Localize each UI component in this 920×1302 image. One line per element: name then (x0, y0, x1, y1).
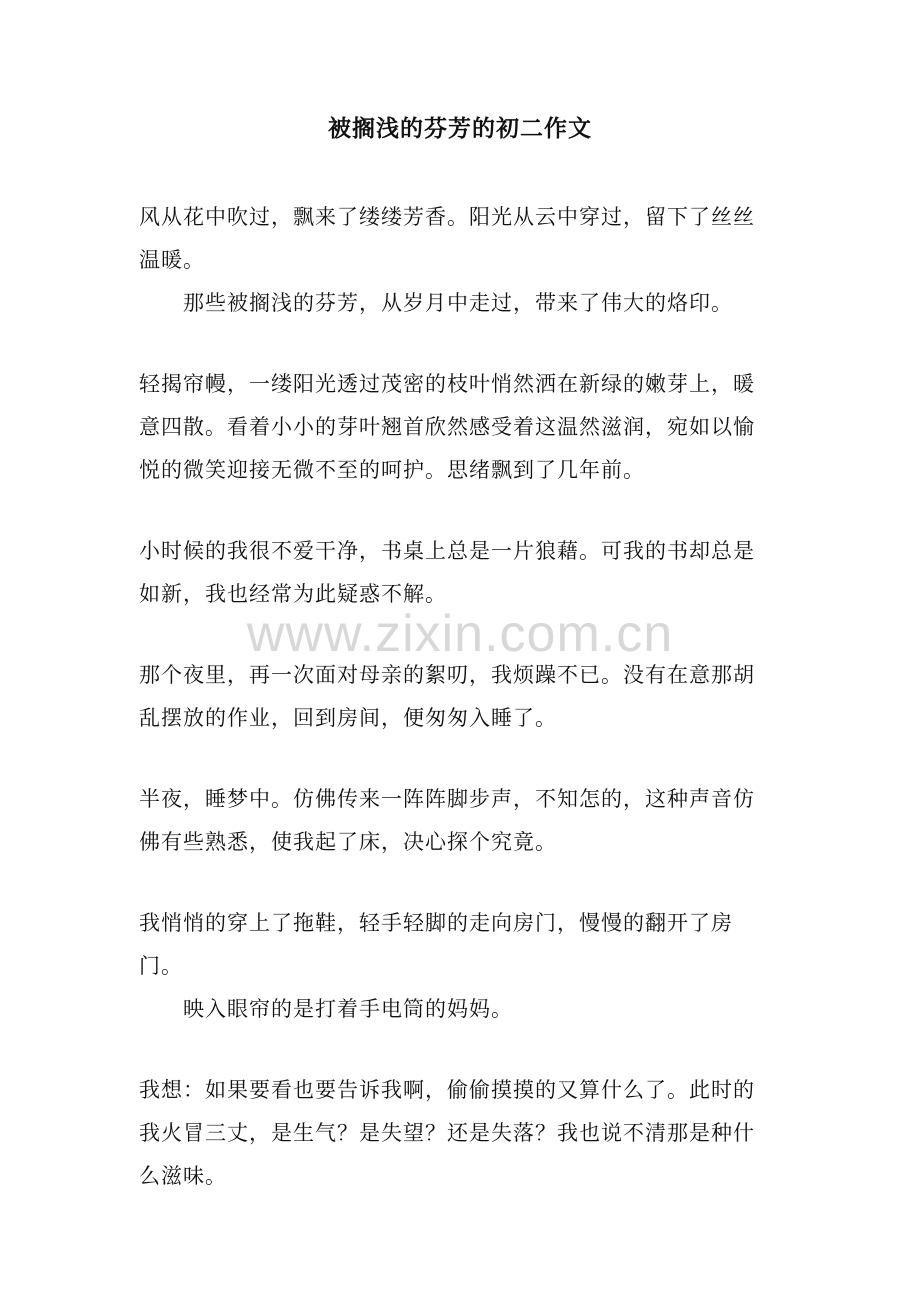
paragraph: 映入眼帘的是打着手电筒的妈妈。 (183, 997, 513, 1021)
document-body (139, 196, 771, 1236)
paragraph: 轻揭帘幔，一缕阳光透过茂密的枝叶悄然洒在新绿的嫩芽上，暖意四散。看着小小的芽叶翘首欣然感受着这温然滋润，宛如以愉悦的微笑迎接无微不至的呵护。思绪飘到了几年前。 (139, 372, 755, 482)
paragraph: 那个夜里，再一次面对母亲的絮叨，我烦躁不已。没有在意那胡乱摆放的作业，回到房间，便匆匆入睡了。 (139, 663, 755, 730)
paragraph: 我悄悄的穿上了拖鞋，轻手轻脚的走向房门，慢慢的翻开了房门。 (139, 911, 733, 978)
watermark: www.zixin.com.cn (246, 605, 674, 663)
paragraph: 我想：如果要看也要告诉我啊，偷偷摸摸的又算什么了。此时的我火冒三丈，是生气？是失望？还是失落？我也说不清那是种什么滋味。 (139, 1078, 755, 1188)
paragraph: 那些被搁浅的芬芳，从岁月中走过，带来了伟大的烙印。 (183, 291, 733, 315)
document-title: 被搁浅的芬芳的初二作文 (328, 115, 592, 142)
paragraph: 小时候的我很不爱干净，书桌上总是一片狼藉。可我的书却总是如新，我也经常为此疑惑不解。 (139, 539, 755, 606)
paragraph: 风从花中吹过，飘来了缕缕芳香。阳光从云中穿过，留下了丝丝温暖。 (139, 205, 755, 272)
paragraph: 半夜，睡梦中。仿佛传来一阵阵脚步声，不知怎的，这种声音仿佛有些熟悉，使我起了床，决心探个究竟。 (139, 787, 755, 854)
